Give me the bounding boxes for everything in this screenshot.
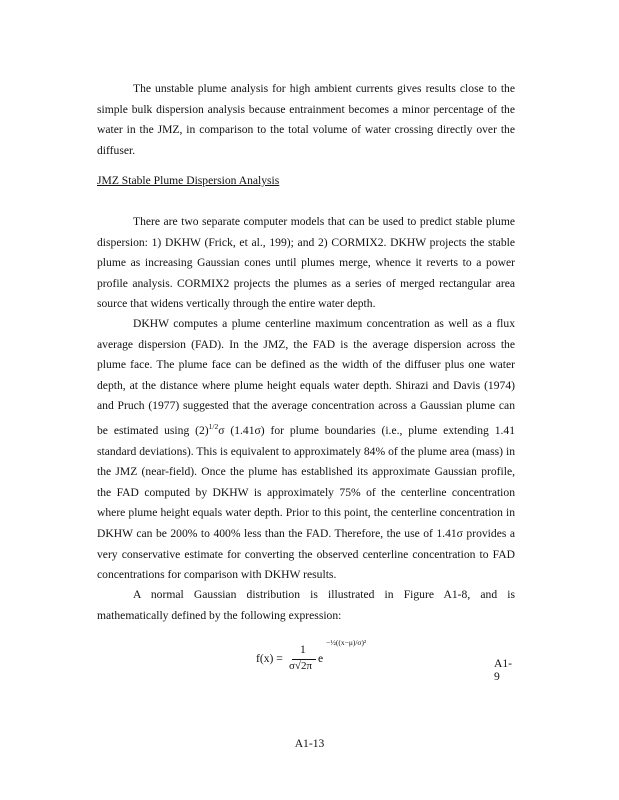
paragraph-dkhw-fad-part1: DKHW computes a plume centerline maximum concentration as well as a flux average dispersion (FAD). In the JMZ, the FAD is the average dispersion across the plume face. The plume face can be defined as the width of the diffuser plus one water depth, at the distance where plume height equals water depth. Shirazi and Davis (1974) and Pruch (1977) suggested that the average concentration across a Gaussian plume can be estimated using (2) xyxy=(97,317,515,437)
equation-lhs: f(x) = xyxy=(256,652,283,665)
equation-exponent: −½((x−μ)/σ)² xyxy=(326,638,367,647)
equation-numerator: 1 xyxy=(300,643,306,656)
equation-denominator: σ√2π xyxy=(289,660,313,672)
paragraph-dkhw-fad-part2: σ (1.41σ) for plume boundaries (i.e., plume extending 1.41 standard deviations). This is equivalent to approximately 84% of the plume area (mass) in the JMZ (near-field). Once the plume has established its approximate Gaussian profile, the FAD computed by DKHW is approximately 75% of the centerline concentration where plume height equals water depth. Prior to this point, the centerline concentration in DKHW can be 200% to 400% less than the FAD. Therefore, the use of 1.41σ provides a very conservative estimate for converting the observed centerline concentration to FAD concentrations for comparison with DKHW results. xyxy=(97,423,515,582)
equation-base: e xyxy=(318,652,324,665)
equation-number: A1-9 xyxy=(494,657,513,683)
paragraph-dkhw-fad xyxy=(97,314,515,586)
gaussian-equation xyxy=(256,638,516,690)
paragraph-gaussian-distribution: A normal Gaussian distribution is illustrated in Figure A1-8, and is mathematically defined by the following expression: xyxy=(97,588,515,622)
section-heading: JMZ Stable Plume Dispersion Analysis xyxy=(97,174,280,187)
paragraph-unstable-plume: The unstable plume analysis for high ambient currents gives results close to the simple bulk dispersion analysis because entrainment becomes a minor percentage of the water in the JMZ, in comparison to the total volume of water crossing directly over the diffuser. xyxy=(97,82,515,157)
page-number: A1-13 xyxy=(294,737,325,750)
superscript-half: 1/2 xyxy=(208,421,219,431)
paragraph-computer-models: There are two separate computer models that can be used to predict stable plume dispersion: 1) DKHW (Frick, et al., 199); and 2) CORMIX2. DKHW projects the stable plume as increasing Gaussian cones until plumes merge, whence it reverts to a power profile analysis. CORMIX2 projects the plumes as a series of merged rectangular area source that widens vertically through the entire water depth. xyxy=(97,215,515,311)
